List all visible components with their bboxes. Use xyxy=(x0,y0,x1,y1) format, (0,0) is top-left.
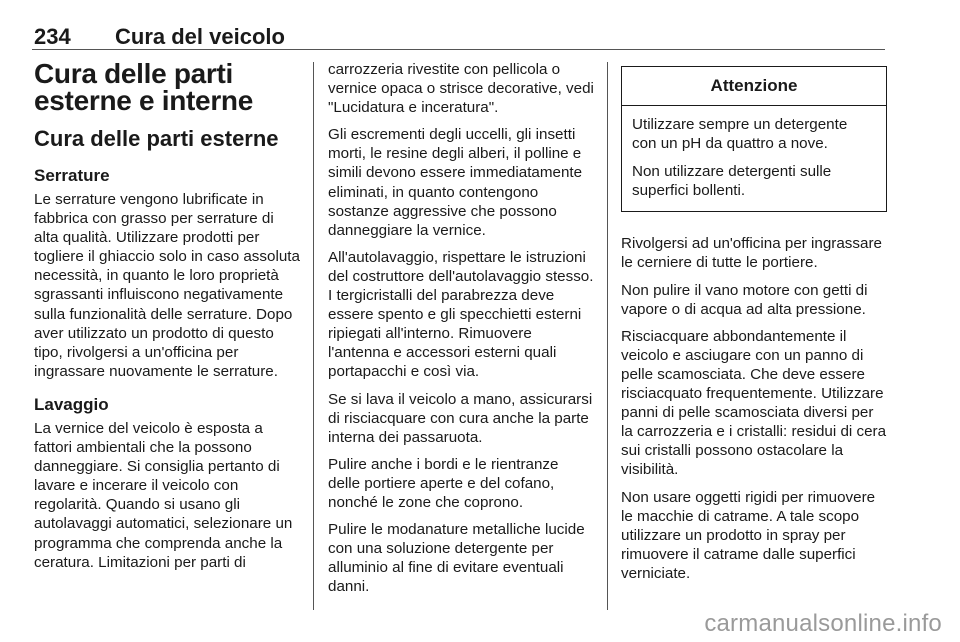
column-divider xyxy=(313,62,314,610)
paragraph: Risciacquare abbondantemente il veicolo e asciugare con un panno di pelle scamosciata. Che deve essere risciacquato frequentemente. Utilizzare panni di pelle scamosciata diversi per la carrozzeria e i cristalli: residui di cera sui cristalli possono ostacolare la visibilità. xyxy=(621,327,887,479)
header-rule xyxy=(32,49,885,50)
paragraph: Pulire le modanature metalliche lucide con una soluzione detergente per alluminio al fine di evitare eventuali danni. xyxy=(328,521,585,596)
page-header xyxy=(30,22,885,52)
paragraph: Gli escrementi degli uccelli, gli insetti morti, le resine degli alberi, il polline e simili devono essere immediatamente eliminati, in quanto contengono sostanze aggressive che possono danneggiare la vernice. xyxy=(328,126,583,239)
paragraph: Non pulire il vano motore con getti di vapore o di acqua ad alta pressione. xyxy=(621,281,868,318)
warning-body xyxy=(622,106,886,211)
warning-title: Attenzione xyxy=(622,67,886,106)
sub-heading: Cura delle parti esterne xyxy=(34,126,279,151)
washing-paragraph: La vernice del veicolo è esposta a fattori ambientali che la possono danneggiare. Si consiglia pertanto di lavare e incerare il veicolo con regolarità. Quando si usano gli autolavaggi automatici, selezionare un programma che comprenda anche la ceratura. Limitazioni per parti di xyxy=(34,419,293,571)
column-middle xyxy=(328,60,594,604)
column-left xyxy=(34,60,302,586)
paragraph: All'autolavaggio, rispettare le istruzioni del costruttore dell'autolavaggio stesso. I tergicristalli del parabrezza deve essere spento e gli specchietti esterni ripiegati all'interno. Rimuovere l'antenna e accessori esterni quali portapacchi e così via. xyxy=(328,248,594,381)
paragraph: Pulire anche i bordi e le rientranze delle portiere aperte e del cofano, nonché le zone che coprono. xyxy=(328,455,559,511)
column-right xyxy=(621,60,887,591)
paragraph: Se si lava il veicolo a mano, assicurarsi di risciacquare con cura anche la parte interna dei passaruota. xyxy=(328,390,593,446)
paragraph: Non usare oggetti rigidi per rimuovere le macchie di catrame. A tale scopo utilizzare un prodotto in spray per rimuovere il catrame dalle superfici verniciate. xyxy=(621,488,876,582)
section-title: Cura del veicolo xyxy=(115,24,285,49)
paragraph: carrozzeria rivestite con pellicola o vernice opaca o strisce decorative, vedi "Lucidatura e inceratura". xyxy=(328,61,594,117)
warning-text: Non utilizzare detergenti sulle superfici bollenti. xyxy=(632,163,832,200)
locks-paragraph: Le serrature vengono lubrificate in fabbrica con grasso per serrature di alta qualità. Utilizzare prodotti per togliere il ghiaccio solo in caso assoluta necessità, in quanto le loro proprietà sgrassanti influiscono negativamente sulla funzionalità delle serrature. Dopo aver utilizzato un prodotto di questo tipo, rivolgersi a un'officina per ingrassare nuovamente le serrature. xyxy=(34,191,300,380)
warning-text: Utilizzare sempre un detergente con un pH da quattro a nove. xyxy=(632,116,848,153)
column-divider xyxy=(607,62,608,610)
warning-box xyxy=(621,66,887,212)
main-heading: Cura delle parti esterne e interne xyxy=(34,58,253,116)
watermark: carmanualsonline.info xyxy=(704,610,942,637)
locks-heading: Serrature xyxy=(34,166,110,185)
washing-heading: Lavaggio xyxy=(34,394,109,414)
page-number: 234 xyxy=(34,24,71,49)
paragraph: Rivolgersi ad un'officina per ingrassare le cerniere di tutte le portiere. xyxy=(621,235,882,272)
